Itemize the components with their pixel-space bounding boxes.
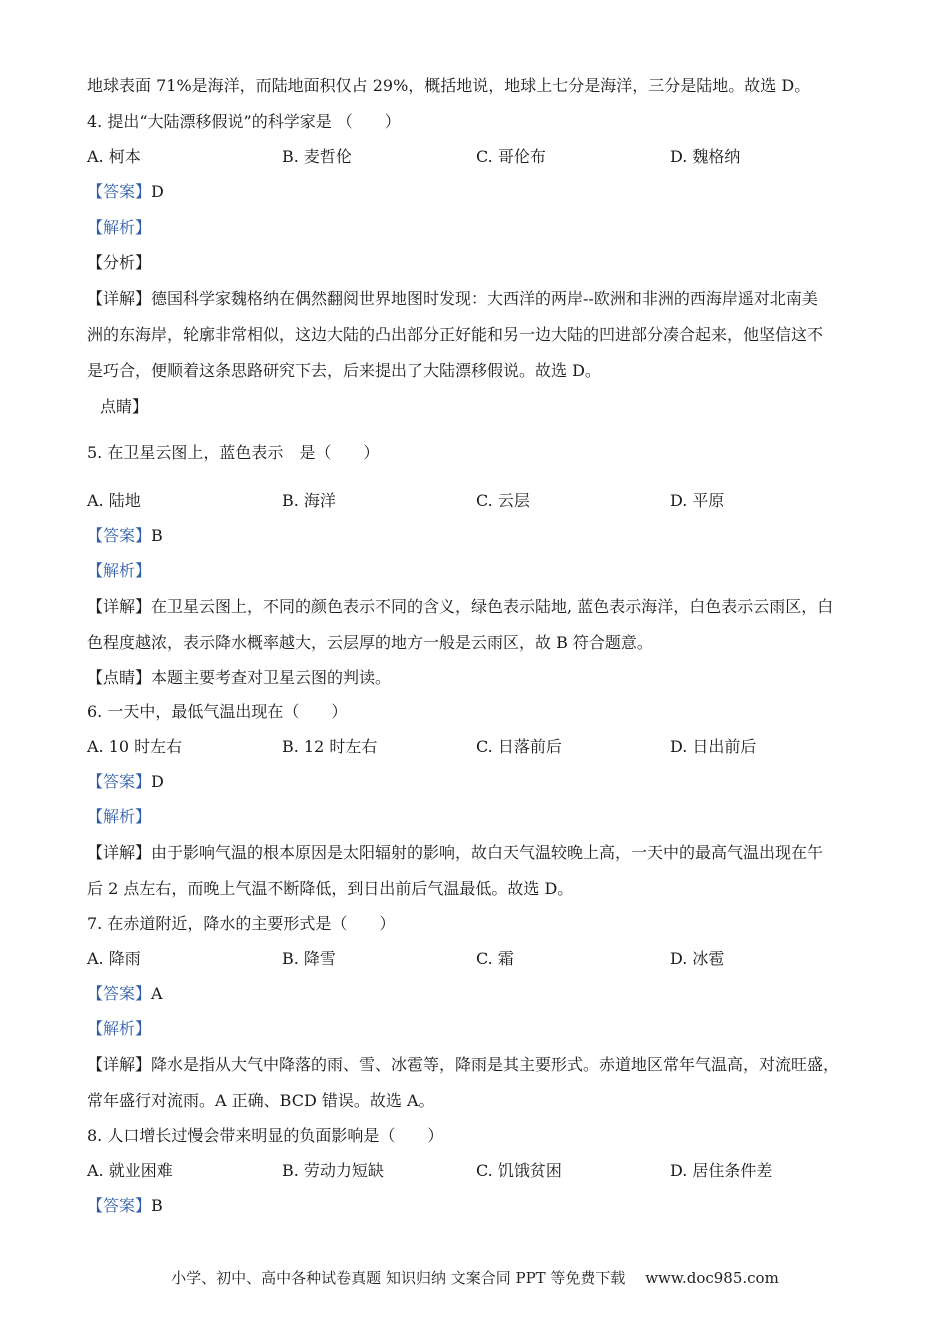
q7-detail-line-1: [87, 1055, 839, 1075]
question-5: 5. 在卫星云图上，蓝色表示 是（ ）: [87, 443, 380, 462]
q6-analysis-label: 【解析】: [87, 807, 152, 826]
answer-label: 【答案】: [87, 772, 152, 791]
q4-option-b: B. 麦哲伦: [282, 147, 352, 166]
detail-text: 在卫星云图上，不同的颜色表示不同的含义，绿色表示陆地, 蓝色表示海洋，白色表示云雨区，白: [151, 597, 834, 616]
q7-option-a: A. 降雨: [87, 949, 141, 968]
q5-option-b: B. 海洋: [282, 491, 336, 510]
question-7: 7. 在赤道附近，降水的主要形式是（ ）: [87, 914, 396, 933]
answer-label: 【答案】: [87, 182, 152, 201]
q5-analysis-label: 【解析】: [87, 561, 152, 580]
detail-text: 降水是指从大气中降落的雨、雪、冰雹等，降雨是其主要形式。赤道地区常年气温高，对流旺盛，: [151, 1055, 840, 1074]
q5-dianjing: [87, 668, 391, 688]
detail-text: 德国科学家魏格纳在偶然翻阅世界地图时发现：大西洋的两岸--欧洲和非洲的西海岸遥对北南美: [151, 289, 818, 308]
question-8: 8. 人口增长过慢会带来明显的负面影响是（ ）: [87, 1126, 444, 1145]
q4-option-a: A. 柯本: [87, 147, 141, 166]
q7-analysis-label: 【解析】: [87, 1019, 152, 1038]
q6-option-b: B. 12 时左右: [282, 737, 378, 756]
question-4: 4. 提出“大陆漂移假说”的科学家是 （ ）: [87, 112, 401, 131]
answer-value: A: [151, 984, 163, 1003]
detail-label: 【详解】: [87, 289, 152, 308]
q5-detail-line-2: 色程度越浓，表示降水概率越大，云层厚的地方一般是云雨区，故 B 符合题意。: [87, 633, 653, 652]
q8-option-d: D. 居住条件差: [670, 1161, 773, 1180]
q4-answer: [87, 182, 164, 202]
detail-label: 【详解】: [87, 843, 152, 862]
q6-answer: [87, 772, 164, 792]
q7-option-d: D. 冰雹: [670, 949, 725, 968]
answer-label: 【答案】: [87, 984, 152, 1003]
q5-option-a: A. 陆地: [87, 491, 141, 510]
question-6: 6. 一天中，最低气温出现在（ ）: [87, 702, 348, 721]
detail-label: 【详解】: [87, 1055, 152, 1074]
answer-label: 【答案】: [87, 526, 152, 545]
q6-detail-line-1: [87, 843, 823, 863]
q5-detail-line-1: [87, 597, 833, 617]
detail-label: 【详解】: [87, 597, 152, 616]
answer-value: B: [151, 526, 163, 545]
page-footer: 小学、初中、高中各种试卷真题 知识归纳 文案合同 PPT 等免费下载 www.doc985.com: [171, 1269, 779, 1287]
q7-option-c: C. 霜: [476, 949, 514, 968]
prev-answer-conclusion: 地球表面 71%是海洋，而陆地面积仅占 29%，概括地说，地球上七分是海洋，三分是陆地。故选 D。: [87, 76, 811, 95]
q4-dianjing-label: 点睛】: [100, 397, 149, 416]
answer-value: D: [151, 182, 164, 201]
q6-option-d: D. 日出前后: [670, 737, 757, 756]
q7-detail-line-2: 常年盛行对流雨。A 正确、BCD 错误。故选 A。: [87, 1091, 435, 1110]
q6-option-c: C. 日落前后: [476, 737, 562, 756]
q4-option-c: C. 哥伦布: [476, 147, 546, 166]
q4-analysis-label: 【解析】: [87, 218, 152, 237]
dianjing-text: 本题主要考查对卫星云图的判读。: [151, 668, 392, 687]
q8-option-a: A. 就业困难: [87, 1161, 173, 1180]
detail-text: 由于影响气温的根本原因是太阳辐射的影响，故白天气温较晚上高，一天中的最高气温出现在午: [151, 843, 824, 862]
answer-value: D: [151, 772, 164, 791]
q5-option-c: C. 云层: [476, 491, 530, 510]
q6-detail-line-2: 后 2 点左右，而晚上气温不断降低，到日出前后气温最低。故选 D。: [87, 879, 574, 898]
answer-value: B: [151, 1196, 163, 1215]
dianjing-label: 【点睛】: [87, 668, 152, 687]
q4-detail-line-3: 是巧合，便顺着这条思路研究下去，后来提出了大陆漂移假说。故选 D。: [87, 361, 601, 380]
q4-option-d: D. 魏格纳: [670, 147, 741, 166]
q6-option-a: A. 10 时左右: [87, 737, 183, 756]
q8-option-c: C. 饥饿贫困: [476, 1161, 562, 1180]
q8-option-b: B. 劳动力短缺: [282, 1161, 384, 1180]
q5-answer: [87, 526, 163, 546]
q4-detail-line-1: [87, 289, 818, 309]
q4-detail-line-2: 洲的东海岸，轮廓非常相似，这边大陆的凸出部分正好能和另一边大陆的凹进部分凑合起来，他坚信这不: [87, 325, 824, 344]
q8-answer: [87, 1196, 163, 1216]
q5-option-d: D. 平原: [670, 491, 725, 510]
answer-label: 【答案】: [87, 1196, 152, 1215]
q4-fenxi-label: 【分析】: [87, 253, 152, 272]
q7-option-b: B. 降雪: [282, 949, 336, 968]
q7-answer: [87, 984, 163, 1004]
